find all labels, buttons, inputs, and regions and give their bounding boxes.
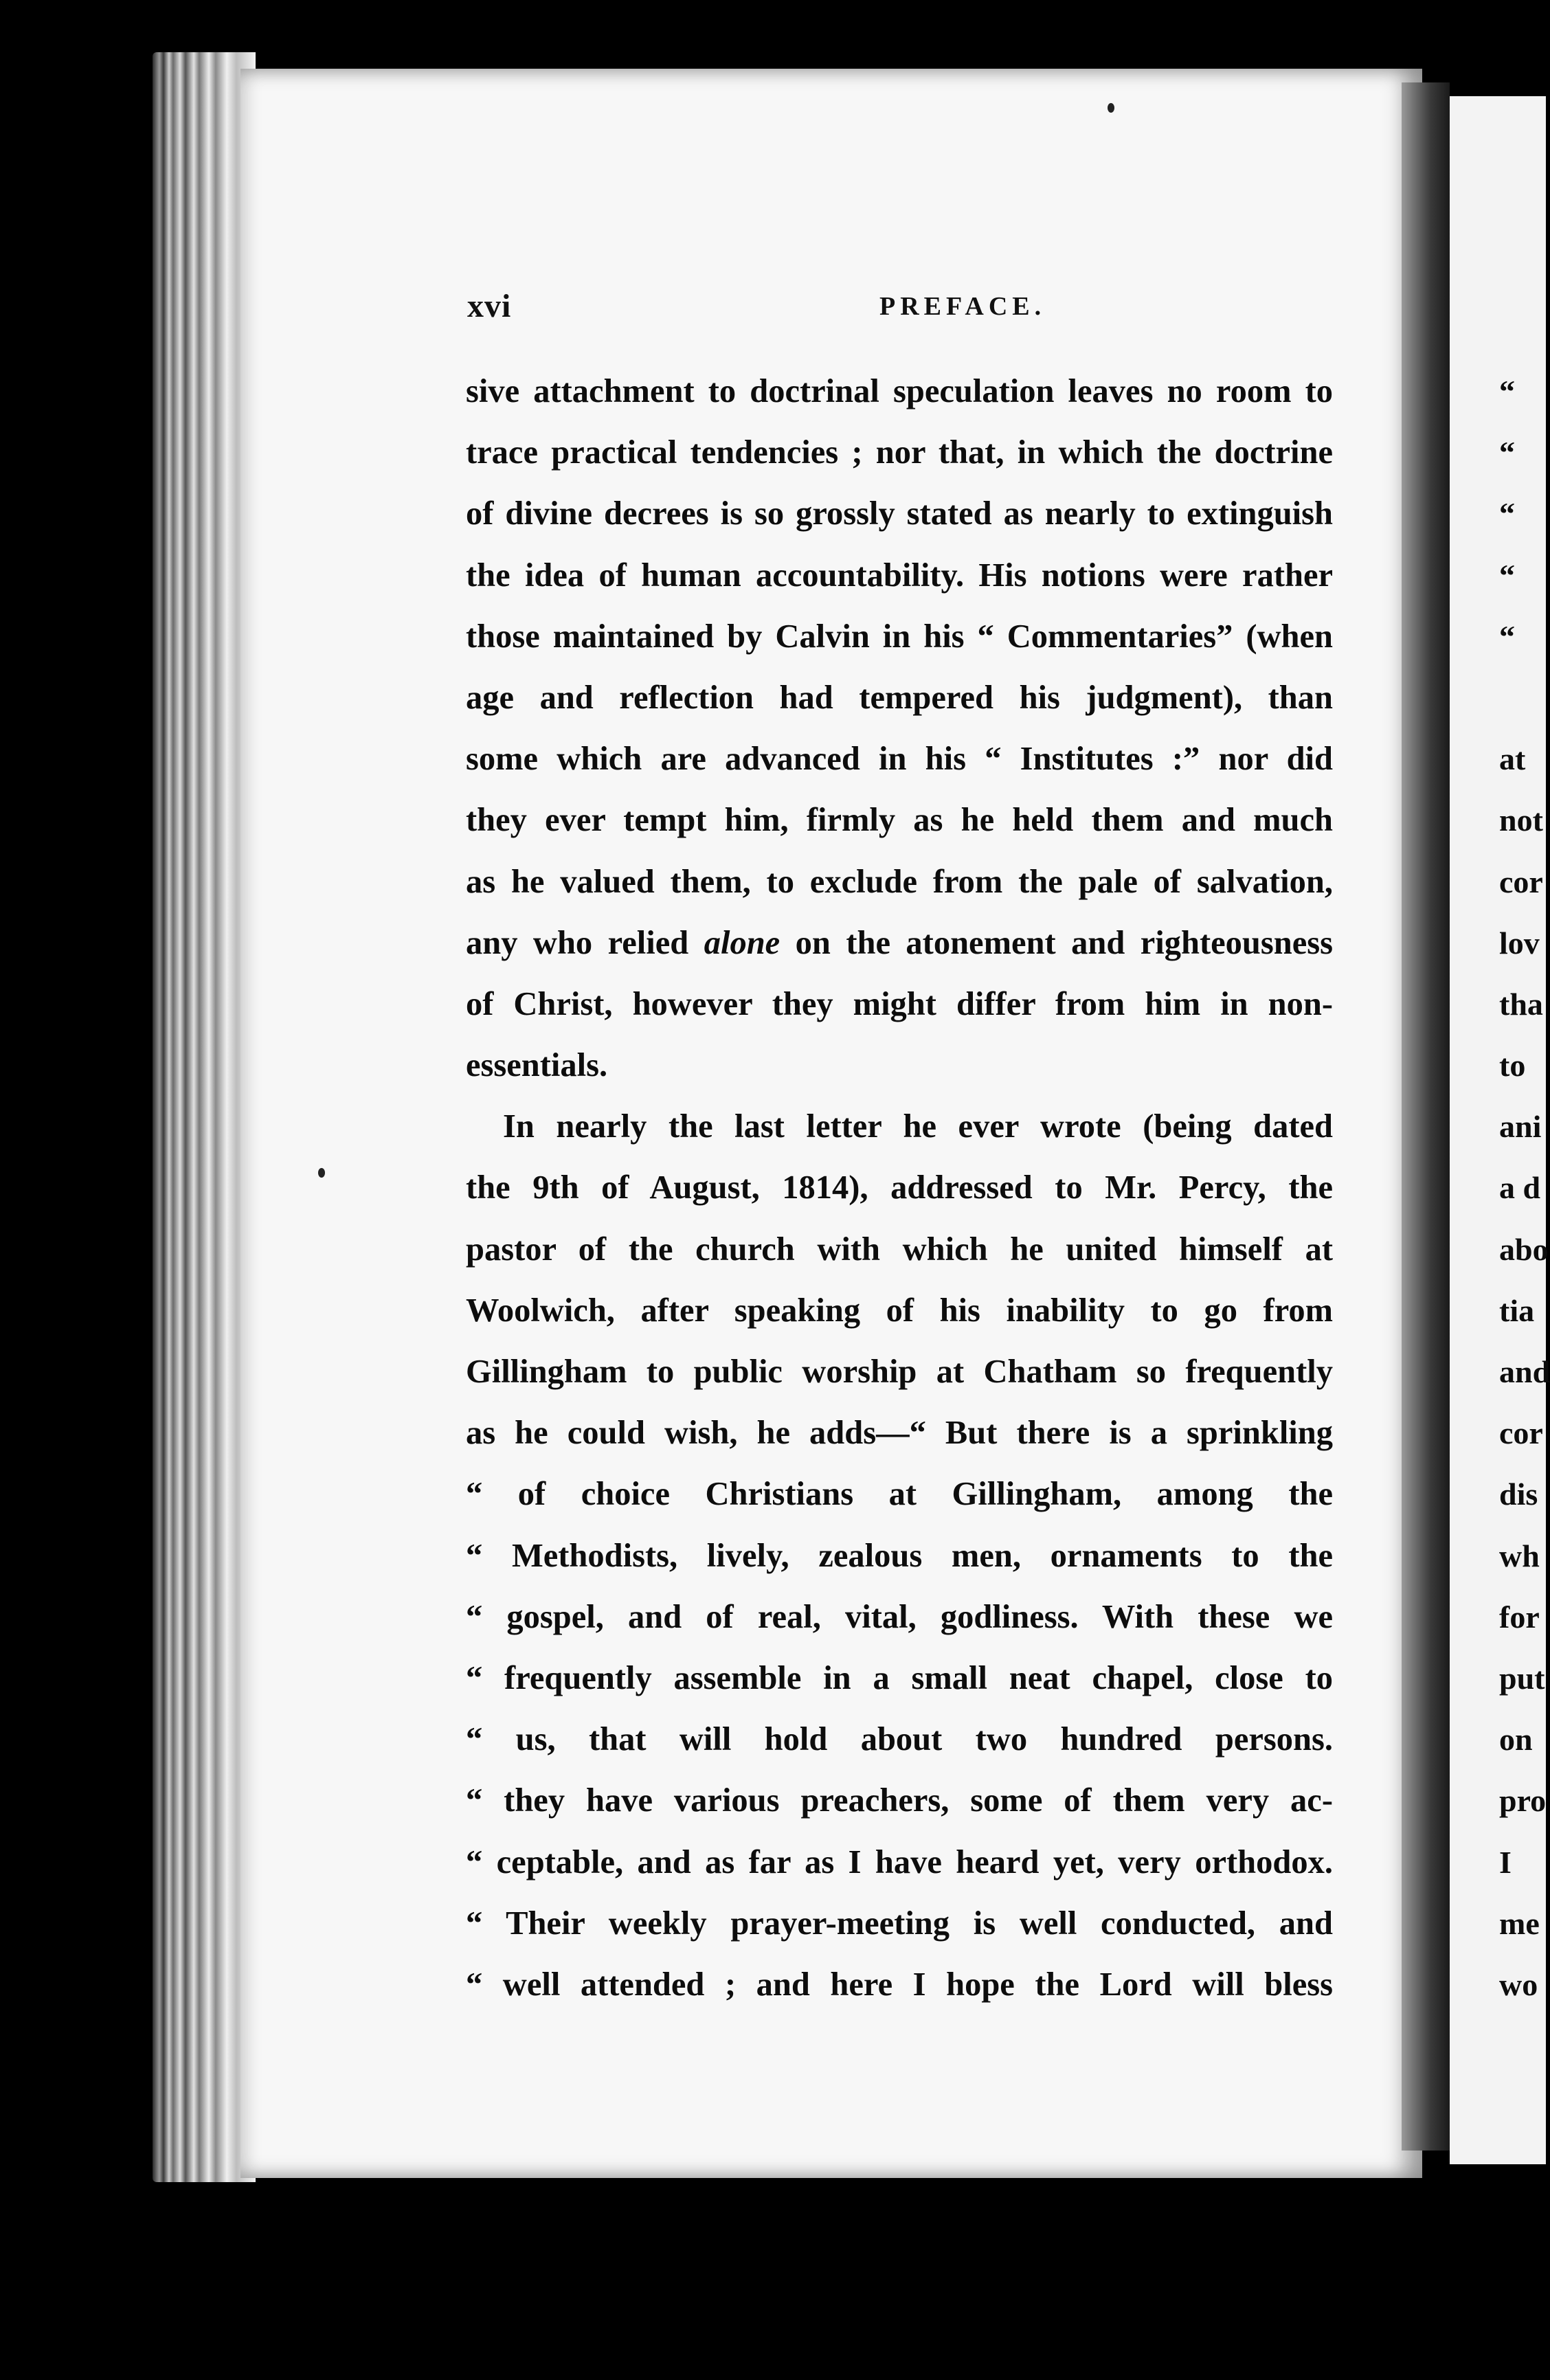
facing-page-fragment: dis	[1499, 1477, 1538, 1512]
facing-page-fragment: cor	[1499, 864, 1543, 899]
facing-page-fragment: cor	[1499, 1415, 1543, 1451]
facing-page-fragment: at	[1499, 741, 1526, 777]
text-line: they ever tempt him, firmly as he held them and much	[466, 802, 1333, 839]
text-line: those maintained by Calvin in his “ Commentaries” (when	[466, 618, 1333, 655]
text-line: In nearly the last letter he ever wrote (being dated	[503, 1108, 1333, 1145]
facing-page-fragment: abo	[1499, 1231, 1549, 1267]
text-line: “ us, that will hold about two hundred persons.	[466, 1721, 1333, 1758]
facing-page-fragment: tia	[1499, 1292, 1535, 1328]
body-text	[466, 361, 1333, 2015]
text-line: “ Methodists, lively, zealous men, ornaments to the	[466, 1537, 1333, 1574]
facing-page-fragment: “	[1499, 435, 1515, 471]
text-line-with-italic: any who relied alone on the atonement and righteousness	[466, 924, 1333, 961]
facing-page-fragment	[1499, 667, 1545, 728]
page-number: xvi	[467, 288, 512, 324]
text-line: the 9th of August, 1814), addressed to Mr. Percy, the	[466, 1169, 1333, 1206]
text-line: pastor of the church with which he united himself at	[466, 1231, 1333, 1268]
facing-page-fragment: “	[1499, 374, 1515, 409]
facing-page-fragment: put	[1499, 1660, 1545, 1696]
facing-page-fragment: wh	[1499, 1538, 1540, 1573]
text-line: as he could wish, he adds—“ But there is a sprinkling	[466, 1415, 1333, 1452]
text-line: “ of choice Christians at Gillingham, among the	[466, 1476, 1333, 1513]
facing-page-fragment: for	[1499, 1599, 1540, 1635]
text-line: age and reflection had tempered his judgment), than	[466, 679, 1333, 716]
facing-page-fragment: me	[1499, 1905, 1540, 1941]
running-head: PREFACE.	[879, 292, 1046, 321]
text-line: of Christ, however they might differ from him in non-	[466, 985, 1333, 1022]
facing-page-fragment: wo	[1499, 1966, 1538, 2002]
book-gutter	[1402, 82, 1450, 2151]
ink-speck	[318, 1168, 325, 1178]
facing-page-fragment: “	[1499, 618, 1515, 654]
ink-speck	[1108, 103, 1114, 113]
facing-page-fragment: lov	[1499, 925, 1540, 961]
facing-page-fragment: “	[1499, 557, 1515, 593]
facing-page-fragment: pro	[1499, 1783, 1547, 1819]
facing-page-fragment: not	[1499, 802, 1543, 838]
text-line: the idea of human accountability. His notions were rather	[466, 557, 1333, 594]
text-line: sive attachment to doctrinal speculation leaves no room to	[466, 373, 1333, 409]
facing-page-fragment: ani	[1499, 1109, 1542, 1145]
text-line: Gillingham to public worship at Chatham so frequently	[466, 1354, 1333, 1390]
text-line: “ Their weekly prayer-meeting is well conducted, and	[466, 1905, 1333, 1942]
facing-page-fragment: to	[1499, 1048, 1526, 1084]
text-line: as he valued them, to exclude from the pale of salvation,	[466, 863, 1333, 900]
text-line: “ gospel, and of real, vital, godliness. With these we	[466, 1598, 1333, 1635]
text-line: essentials.	[466, 1047, 608, 1084]
text-line: of divine decrees is so grossly stated as nearly to extinguish	[466, 495, 1333, 532]
text-line: “ frequently assemble in a small neat chapel, close to	[466, 1659, 1333, 1696]
facing-page-fragment: “	[1499, 496, 1515, 532]
facing-page-fragment: I	[1499, 1844, 1512, 1880]
page-header	[467, 287, 1347, 328]
facing-page-fragment: a d	[1499, 1170, 1541, 1206]
text-line: “ well attended ; and here I hope the Lord will bless	[466, 1966, 1333, 2003]
text-line: “ ceptable, and as far as I have heard yet, very orthodox.	[466, 1843, 1333, 1881]
text-line: Woolwich, after speaking of his inability to go from	[466, 1292, 1333, 1329]
italic-emphasis: alone	[704, 924, 780, 961]
facing-page-text-fragments	[1499, 361, 1550, 2015]
text-line: “ they have various preachers, some of them very ac-	[466, 1782, 1333, 1819]
facing-page-fragment: tha	[1499, 986, 1543, 1022]
facing-page-fragment: and	[1499, 1354, 1550, 1389]
text-line: some which are advanced in his “ Institutes :” nor did	[466, 741, 1333, 778]
text-line: trace practical tendencies ; nor that, in which the doctrine	[466, 434, 1333, 471]
facing-page-fragment: on	[1499, 1722, 1533, 1758]
